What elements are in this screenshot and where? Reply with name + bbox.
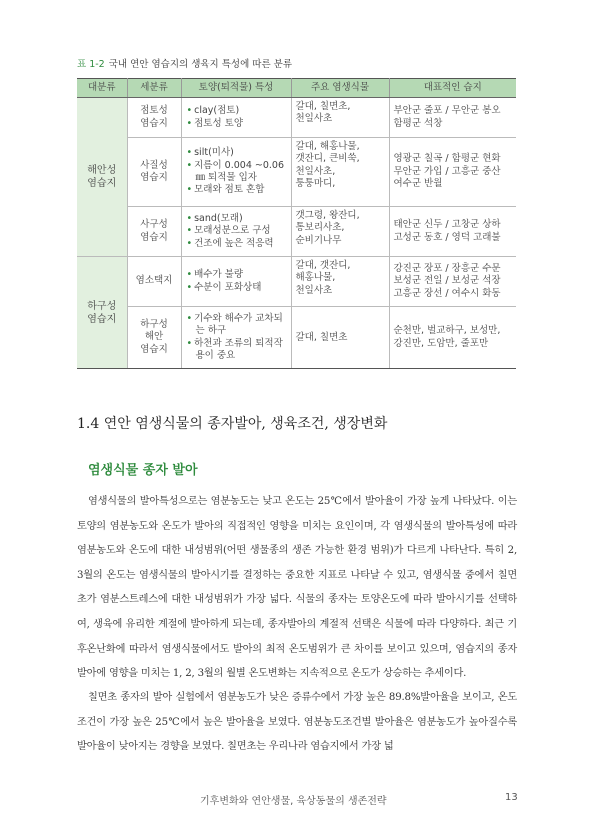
- body-paragraph: 염생식물의 발아특성으로는 염분농도는 낮고 온도는 25℃에서 발아율이 가장 높게 나타났다. 이는 토양의 염분농도와 온도가 발아의 직접적인 영향을 미치는 요인이며, 각 염생식물의 발아특성에 따라 염분농도와 온도에 대한 내성범위(어떤 생물종의 생존 가능한 환경 범위)가 다르게 나타난다. 특히 2, 3월의 온도는 염생식물의 발아시기를 결정하는 중요한 지표로 나타날 수 있고, 염생식물 중에서 칠면초가 염분스트레스에 대한 내성범위가 가장 넓다. 식물의 종자는 토양온도에 따라 발아시기를 선택하여, 생육에 유리한 계절에 발아하게 되는데, 종자발아의 계절적 선택은 식물에 따라 다양하다. 최근 기후온난화에 따라서 염생식물에서도 발아의 최적 온도범위가 큰 차이를 보이고 있으며, 염습지의 종자발아에 영향을 미치는 1, 2, 3월의 월별 온도변화는 지속적으로 온도가 상승하는 추세이다.: [77, 496, 517, 680]
- bullet-icon: •: [186, 184, 193, 196]
- bullet-item: [187, 225, 287, 237]
- plants-line: 갈대, 갯잔디,: [295, 260, 351, 271]
- sites-line: 보성군 전일 / 보성군 석장: [393, 275, 501, 287]
- header-major: 대분류: [77, 79, 127, 98]
- bullet-text: 수분이 포화상태: [194, 281, 262, 293]
- body-paragraph: 칠면초 종자의 발아 실험에서 염분농도가 낮은 증류수에서 가장 높은 89.8%발아율을 보이고, 온도조건이 가장 높은 25℃에서 높은 발아율을 보였다. 염분농도조건별 발아율은 염분농도가 높아질수록 발아율이 낮아지는 경향을 보였다. 칠면초는 우리나라 염습지에서 가장 넓: [77, 692, 517, 753]
- bullet-text: 지름이 0.004 ~0.06㎜ 퇴적물 입자: [194, 159, 284, 183]
- bullet-icon: •: [186, 147, 193, 159]
- bullet-text: 하천과 조류의 퇴적작용이 중요: [194, 337, 283, 361]
- sites-line: 강진만, 도암만, 줄포만: [393, 337, 489, 349]
- plants-line: 해홍나물,: [295, 272, 336, 284]
- plants-cell: [291, 257, 389, 307]
- subtype-cell: [127, 138, 181, 207]
- plants-line: 천일사초: [295, 113, 333, 125]
- plants-cell: [291, 307, 389, 369]
- subtype-line: 점토성: [140, 105, 168, 117]
- plants-line: 통보리사초,: [295, 222, 345, 234]
- bullet-text: 점토성 토양: [194, 117, 244, 129]
- subtype-cell: [127, 98, 181, 138]
- soil-cell: [181, 98, 291, 138]
- bullet-item: [187, 213, 287, 225]
- bullet-icon: •: [186, 312, 193, 324]
- plants-cell: [291, 98, 389, 138]
- plants-line: 천일사초,: [295, 165, 336, 177]
- soil-cell: [181, 138, 291, 207]
- bullet-text: 기수와 해수가 교차되는 하구: [194, 312, 283, 337]
- bullet-icon: •: [186, 281, 193, 293]
- sites-cell: [389, 257, 516, 307]
- subtype-cell: [127, 307, 181, 369]
- sites-line: 태안군 신두 / 고창군 상하: [393, 219, 501, 231]
- subtype-line: 사구성: [140, 219, 168, 231]
- sites-line: 고흥군 장선 / 여수시 화동: [393, 287, 501, 299]
- plants-line: 갈대, 해홍나물,: [295, 141, 360, 152]
- bullet-text: 배수가 불량: [194, 269, 244, 281]
- section-title: 1.4 연안 염생식물의 종자발아, 생육조건, 생장변화: [77, 416, 388, 432]
- bullet-icon: •: [186, 105, 193, 117]
- bullet-icon: •: [186, 212, 193, 224]
- bullet-text: silt(미사): [194, 147, 234, 159]
- table-row: [77, 307, 516, 369]
- sites-line: 무안군 가입 / 고흥군 중산: [393, 165, 501, 177]
- bullet-item: [187, 338, 287, 363]
- subtype-line: 염습지: [140, 231, 168, 243]
- bullet-icon: •: [186, 337, 193, 349]
- subtype-cell: [127, 257, 181, 307]
- bullet-item: [187, 105, 287, 117]
- sites-line: 부안군 줄포 / 무안군 봉오: [393, 105, 501, 117]
- table-caption: [77, 56, 292, 70]
- bullet-text: 모래성분으로 구성: [194, 225, 271, 237]
- sites-cell: [389, 98, 516, 138]
- table-row: [77, 138, 516, 207]
- page-number: 13: [505, 792, 518, 803]
- soil-cell: [181, 257, 291, 307]
- group-estuarine: [77, 257, 127, 369]
- subtype-line: 염습지: [140, 172, 168, 183]
- bullet-text: sand(모래): [194, 212, 243, 224]
- sites-line: 강진군 장포 / 장흥군 수문: [393, 262, 501, 274]
- subtype-line: 해안: [144, 331, 164, 343]
- soil-cell: [181, 307, 291, 369]
- subtype-line: 염습지: [140, 343, 168, 355]
- subtype-line: 사질성: [140, 159, 168, 171]
- bullet-item: [187, 118, 287, 130]
- sites-line: 순천만, 벌교하구, 보성만,: [393, 325, 501, 337]
- subtype-line: 염소택지: [135, 275, 173, 287]
- plants-line: 갯잔디, 큰비쑥,: [295, 153, 360, 165]
- sites-cell: [389, 307, 516, 369]
- subtype-line: 염습지: [140, 117, 168, 129]
- table-row: [77, 207, 516, 257]
- bullet-item: [187, 238, 287, 250]
- sites-cell: [389, 138, 516, 207]
- subtype-line: 하구성: [140, 318, 168, 330]
- plants-line: 갯그령, 왕잔디,: [295, 210, 360, 221]
- header-plants: 주요 염생식물: [291, 79, 389, 98]
- subsection-title: 염생식물 종자 발아: [88, 463, 198, 478]
- bullet-icon: •: [186, 269, 193, 281]
- bullet-text: 건조에 높은 적응력: [194, 237, 274, 249]
- header-sites: 대표적인 습지: [389, 79, 516, 98]
- sites-line: 여수군 반월: [393, 178, 443, 190]
- bullet-text: 모래와 점토 혼합: [194, 184, 265, 196]
- bullet-item: [187, 282, 287, 294]
- table-header-row: [77, 79, 516, 98]
- table-row: [77, 98, 516, 138]
- bullet-item: [187, 184, 287, 196]
- plants-cell: [291, 207, 389, 257]
- sites-line: 영광군 칠곡 / 함평군 현화: [393, 153, 501, 165]
- table-caption-text: 국내 연안 염습지의 생육지 특성에 따른 분류: [108, 59, 293, 70]
- group-name-line: 염습지: [87, 313, 117, 325]
- table-row: [77, 257, 516, 307]
- plants-line: 갈대, 칠면초,: [295, 101, 351, 112]
- plants-line: 갈대, 칠면초: [295, 331, 348, 343]
- classification-table: [77, 78, 516, 369]
- sites-cell: [389, 207, 516, 257]
- group-name-line: 하구성: [87, 300, 117, 312]
- plants-line: 천일사초: [295, 284, 333, 296]
- bullet-icon: •: [186, 117, 193, 129]
- subtype-cell: [127, 207, 181, 257]
- sites-line: 고성군 동호 / 영덕 고래불: [393, 231, 501, 243]
- bullet-icon: •: [186, 237, 193, 249]
- group-coastal: [77, 98, 127, 257]
- table-number: 표 1-2: [77, 59, 105, 70]
- group-name-line: 염습지: [87, 178, 117, 189]
- bullet-icon: •: [186, 159, 193, 171]
- footer-title: 기후변화와 연안생물, 육상동물의 생존전략: [200, 796, 387, 807]
- bullet-text: clay(점토): [194, 105, 240, 117]
- plants-line: 퉁퉁마디,: [295, 178, 336, 190]
- plants-line: 순비기나무: [295, 234, 342, 246]
- bullet-item: [187, 313, 287, 338]
- soil-cell: [181, 207, 291, 257]
- group-name-line: 해안성: [87, 165, 117, 176]
- bullet-item: [187, 269, 287, 281]
- header-minor: 세분류: [127, 79, 181, 98]
- plants-cell: [291, 138, 389, 207]
- bullet-icon: •: [186, 225, 193, 237]
- bullet-item: [187, 147, 287, 159]
- bullet-item: [187, 160, 287, 185]
- header-soil: 토양(퇴적물) 특성: [181, 79, 291, 98]
- sites-line: 함평군 석창: [393, 117, 443, 129]
